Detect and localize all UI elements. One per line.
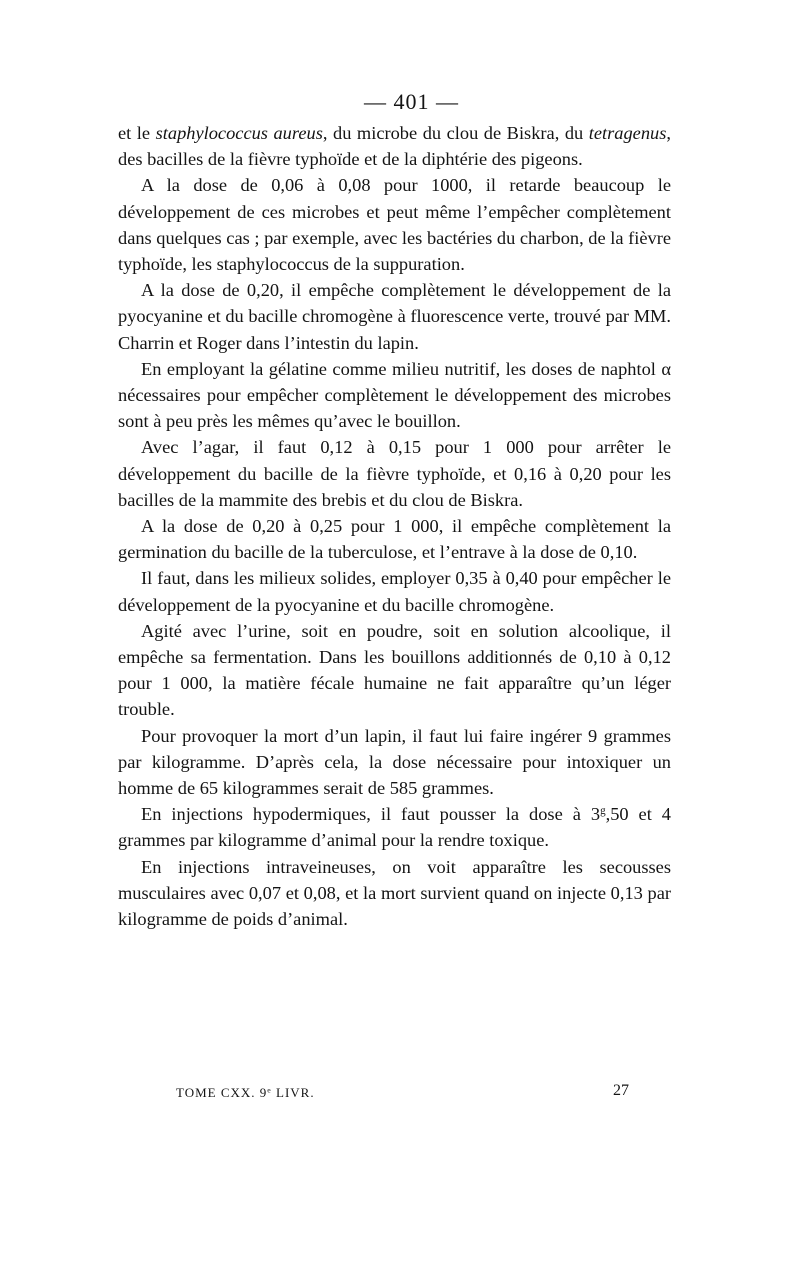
paragraph: En injections intraveineuses, on voit apparaître les secousses musculaires avec 0,07 et 0,08, et la mort survient quand on injecte 0,13 par kilogramme de poids d’animal.	[118, 856, 671, 930]
paragraph: Pour provoquer la mort d’un lapin, il faut lui faire ingérer 9 grammes par kilogramme. D’après cela, la dose nécessaire pour intoxiquer un homme de 65 kilogrammes serait de 585 grammes.	[118, 725, 671, 799]
sheet-number: 27	[613, 1082, 629, 1099]
paragraph	[118, 801, 671, 853]
signature-text: TOME CXX. 9	[176, 1085, 268, 1100]
text-run: et le	[118, 123, 156, 143]
italic-species-name: staphylococcus aureus	[155, 123, 323, 143]
printer-signature	[176, 1084, 315, 1102]
body-text	[118, 120, 671, 932]
paragraph: A la dose de 0,20, il empêche complètement le développement de la pyocyanine et du bacille chromogène à fluorescence verte, trouvé par MM. Charrin et Roger dans l’intestin du lapin.	[118, 280, 671, 353]
italic-species-name: tetragenus	[588, 123, 667, 143]
paragraph: A la dose de 0,20 à 0,25 pour 1 000, il empêche complètement la germination du bacille de la tuberculose, et l’entrave à la dose de 0,10.	[118, 516, 671, 563]
superscript: g	[600, 805, 606, 818]
page-content	[118, 88, 671, 932]
superscript: e	[267, 1085, 272, 1095]
paragraph: Avec l’agar, il faut 0,12 à 0,15 pour 1 000 pour arrêter le développement du bacille de la fièvre typhoïde, et 0,16 à 0,20 pour les bacilles de la mammite des brebis et du clou de Biskra.	[118, 437, 671, 510]
text-run: ,50 et 4 grammes par kilogramme d’animal pour la rendre toxique.	[118, 804, 672, 851]
paragraph: Il faut, dans les milieux solides, employer 0,35 à 0,40 pour empêcher le développement de la pyocyanine et du bacille chromogène.	[118, 568, 671, 615]
paragraph: Agité avec l’urine, soit en poudre, soit en solution alcoolique, il empêche sa fermentation. Dans les bouillons additionnés de 0,10 à 0,12 pour 1 000, la matière fécale humaine ne fait apparaître qu’un léger trouble.	[118, 620, 671, 720]
paragraph: A la dose de 0,06 à 0,08 pour 1000, il retarde beaucoup le développement de ces microbes et peut même l’empêcher complètement dans quelques cas ; par exemple, avec les bactéries du charbon, de la fièvre typhoïde, les staphylococcus de la suppuration.	[118, 175, 672, 275]
text-run: , des bacilles de la fièvre typhoïde et de la diphtérie des pigeons.	[118, 123, 671, 170]
signature-text: LIVR.	[271, 1085, 315, 1100]
paragraph: En employant la gélatine comme milieu nutritif, les doses de naphtol α nécessaires pour empêcher complètement le développement des microbes sont à peu près les mêmes qu’avec le bouillon.	[118, 358, 671, 432]
paragraph-continuation	[118, 120, 671, 172]
text-run: En injections hypodermiques, il faut pousser la dose à 3	[141, 804, 601, 825]
page-number: — 401 —	[364, 89, 459, 114]
text-run: , du microbe du clou de Biskra, du	[322, 123, 589, 143]
